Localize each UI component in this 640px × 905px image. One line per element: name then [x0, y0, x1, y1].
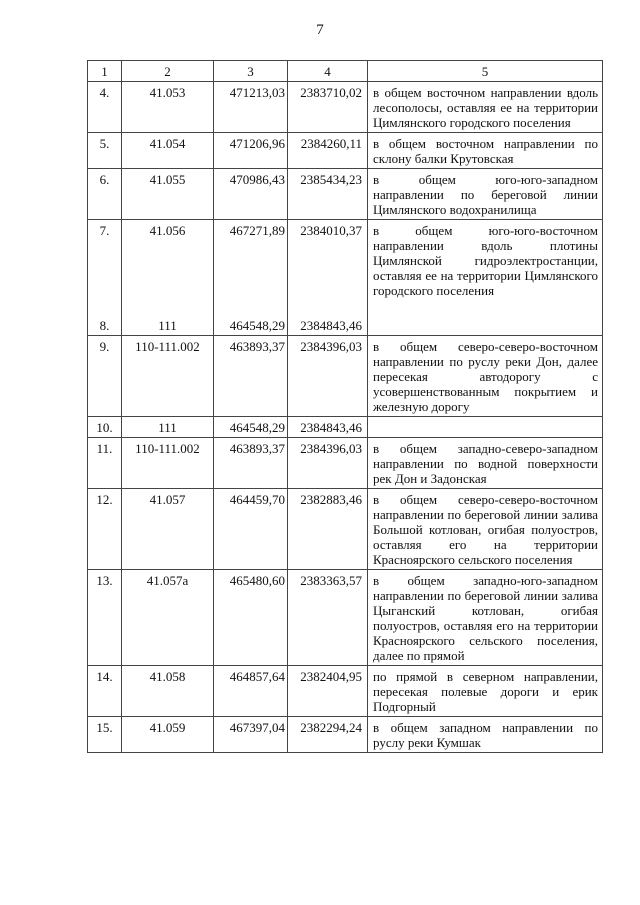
table-row [88, 133, 603, 169]
boundary-description-cell: в общем восточном направлении вдоль лесополосы, оставляя ее на территории Цимлянского городского поселения [368, 82, 603, 133]
table-row [88, 82, 603, 133]
table-row [88, 220, 603, 301]
coordinate-y-cell: 2384396,03 [288, 438, 368, 489]
boundary-description-cell: в общем юго-юго-западном направлении по береговой линии Цимлянского водохранилища [368, 169, 603, 220]
header-cell: 5 [368, 61, 603, 82]
boundary-description-cell: в общем юго-юго-восточном направлении вдоль плотины Цимлянской гидроэлектростанции, оставляя ее на территории Цимлянского городского поселения [368, 220, 603, 301]
coordinate-x-cell: 467397,04 [214, 717, 288, 753]
point-number-cell: 41.053 [122, 82, 214, 133]
coordinate-x-cell: 465480,60 [214, 570, 288, 666]
row-number-cell: 12. [88, 489, 122, 570]
page-number: 7 [316, 22, 324, 38]
coordinate-x-cell: 463893,37 [214, 438, 288, 489]
coordinate-y-cell: 2384843,46 [288, 417, 368, 438]
point-number-cell: 41.057а [122, 570, 214, 666]
table-row [88, 417, 603, 438]
row-number-cell: 8. [88, 300, 122, 336]
coordinate-y-cell: 2382294,24 [288, 717, 368, 753]
point-number-cell: 111 [122, 300, 214, 336]
header-cell: 3 [214, 61, 288, 82]
row-number-cell: 14. [88, 666, 122, 717]
coordinate-x-cell: 464857,64 [214, 666, 288, 717]
coordinate-x-cell: 463893,37 [214, 336, 288, 417]
table-row [88, 666, 603, 717]
table-row [88, 300, 603, 336]
coordinate-x-cell: 464459,70 [214, 489, 288, 570]
coordinate-x-cell: 471213,03 [214, 82, 288, 133]
boundary-description-cell: в общем западно-юго-западном направлении по береговой линии залива Цыганский котлован, огибая полуостров, оставляя его на территории Красноярского сельского поселения, далее по прямой [368, 570, 603, 666]
coordinate-x-cell: 470986,43 [214, 169, 288, 220]
row-number-cell: 15. [88, 717, 122, 753]
boundary-description-cell: в общем восточном направлении по склону балки Крутовская [368, 133, 603, 169]
table-row [88, 717, 603, 753]
boundary-description-cell: в общем северо-северо-восточном направлении по руслу реки Дон, далее пересекая автодорогу с усовершенствованным покрытием и железную дорогу [368, 336, 603, 417]
table-header-row [88, 61, 603, 82]
row-number-cell: 9. [88, 336, 122, 417]
point-number-cell: 41.059 [122, 717, 214, 753]
table-row [88, 570, 603, 666]
boundary-description-cell [368, 417, 603, 438]
point-number-cell: 41.056 [122, 220, 214, 301]
point-number-cell: 41.054 [122, 133, 214, 169]
coordinate-y-cell: 2382404,95 [288, 666, 368, 717]
coordinate-y-cell: 2383710,02 [288, 82, 368, 133]
row-number-cell: 11. [88, 438, 122, 489]
row-number-cell: 4. [88, 82, 122, 133]
boundary-description-cell: в общем западном направлении по руслу реки Кумшак [368, 717, 603, 753]
boundary-points-table [87, 60, 603, 753]
point-number-cell: 41.057 [122, 489, 214, 570]
table-row [88, 336, 603, 417]
boundary-description-cell: по прямой в северном направлении, пересекая полевые дороги и ерик Подгорный [368, 666, 603, 717]
header-cell: 2 [122, 61, 214, 82]
header-cell: 1 [88, 61, 122, 82]
boundary-description-cell: в общем северо-северо-восточном направлении по береговой линии залива Большой котлован, огибая полуостров, оставляя его на территории Красноярского сельского поселения [368, 489, 603, 570]
point-number-cell: 110-111.002 [122, 336, 214, 417]
table-row [88, 489, 603, 570]
coordinate-y-cell: 2385434,23 [288, 169, 368, 220]
coordinate-x-cell: 471206,96 [214, 133, 288, 169]
row-number-cell: 13. [88, 570, 122, 666]
coordinate-x-cell: 467271,89 [214, 220, 288, 301]
header-cell: 4 [288, 61, 368, 82]
boundary-description-cell [368, 300, 603, 336]
point-number-cell: 110-111.002 [122, 438, 214, 489]
row-number-cell: 10. [88, 417, 122, 438]
point-number-cell: 41.055 [122, 169, 214, 220]
coordinate-x-cell: 464548,29 [214, 417, 288, 438]
boundary-description-cell: в общем западно-северо-западном направлении по водной поверхности рек Дон и Задонская [368, 438, 603, 489]
row-number-cell: 6. [88, 169, 122, 220]
coordinate-y-cell: 2384843,46 [288, 300, 368, 336]
coordinate-y-cell: 2384260,11 [288, 133, 368, 169]
coordinate-y-cell: 2384010,37 [288, 220, 368, 301]
point-number-cell: 41.058 [122, 666, 214, 717]
coordinate-y-cell: 2384396,03 [288, 336, 368, 417]
row-number-cell: 7. [88, 220, 122, 301]
coordinate-y-cell: 2383363,57 [288, 570, 368, 666]
coordinate-y-cell: 2382883,46 [288, 489, 368, 570]
coordinate-x-cell: 464548,29 [214, 300, 288, 336]
table-row [88, 438, 603, 489]
row-number-cell: 5. [88, 133, 122, 169]
point-number-cell: 111 [122, 417, 214, 438]
table-row [88, 169, 603, 220]
